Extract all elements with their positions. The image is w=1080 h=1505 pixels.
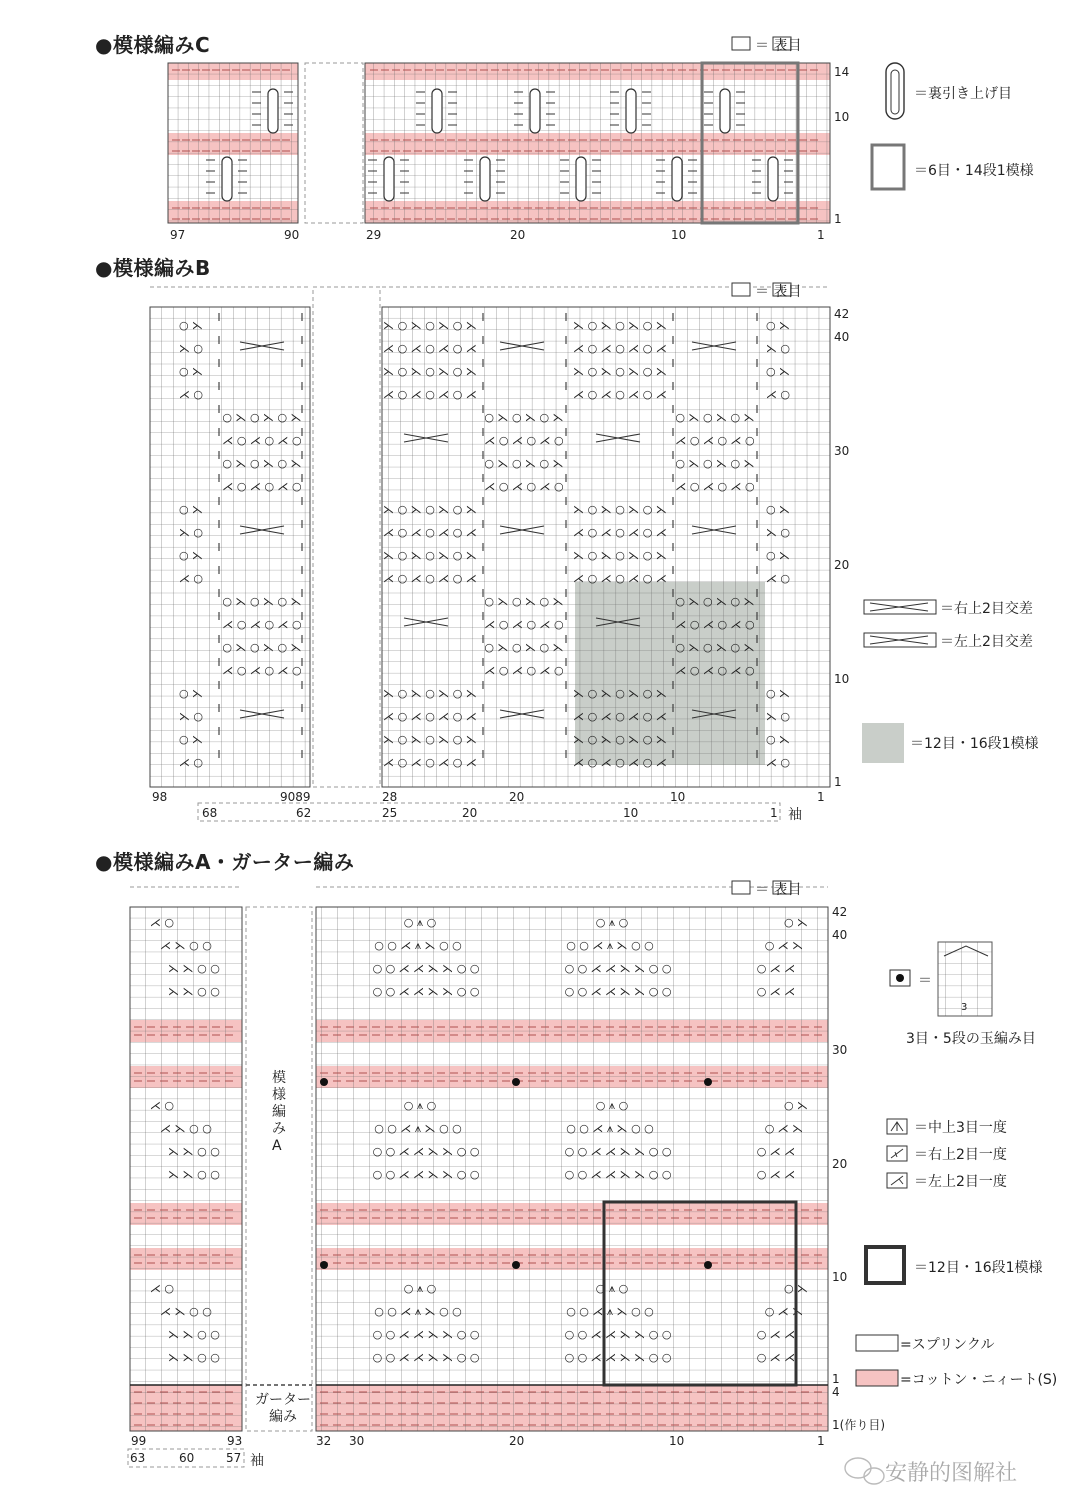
svg-text:⋌ ○: ⋌ ○ bbox=[149, 916, 175, 929]
svg-text:⋋ ○: ⋋ ○ bbox=[178, 710, 204, 723]
svg-text:⋌ ○ ⋌ ○ ⋌ ○ ⋌: ⋌ ○ ⋌ ○ ⋌ ○ ⋌ bbox=[383, 710, 477, 723]
section-a-col-label: 20 bbox=[509, 1434, 525, 1448]
svg-text:○ ⋋: ○ ⋋ bbox=[765, 503, 791, 516]
svg-text:○ ⋋: ○ ⋋ bbox=[783, 1099, 809, 1112]
section-a-row-label: 1 bbox=[832, 1372, 840, 1386]
section-a-sleeve-label: 袖 bbox=[250, 1453, 264, 1469]
svg-text:○ ⋌ ⋌: ○ ⋌ ⋌ bbox=[756, 1328, 796, 1341]
section-b-col-label: 20 bbox=[509, 790, 525, 804]
section-a-row-label: 30 bbox=[832, 1043, 848, 1057]
section-b-row-label: 10 bbox=[834, 672, 850, 686]
section-b-title: ●模様編みB bbox=[95, 256, 211, 280]
svg-text:○ ⋋: ○ ⋋ bbox=[178, 319, 204, 332]
svg-text:⋌ ○ ⋌ ○ ⋌ ○ ⋌: ⋌ ○ ⋌ ○ ⋌ ○ ⋌ bbox=[383, 756, 477, 769]
legend-right-dec: ＝右上2目一度 bbox=[914, 1147, 1007, 1163]
svg-text:⋌ ○: ⋌ ○ bbox=[765, 756, 791, 769]
svg-text:⋋ ○ ⋋ ○ ⋋ ○ ⋋: ⋋ ○ ⋋ ○ ⋋ ○ ⋋ bbox=[573, 365, 667, 378]
legend-cotton-neat: =コットン・ニィート(S) bbox=[900, 1372, 1058, 1388]
section-a-row-label: 20 bbox=[832, 1157, 848, 1171]
svg-text:○ ○ ⋌ ⋌ ⋋ ⋋ ○ ○: ○ ○ ⋌ ⋌ ⋋ ⋋ ○ ○ bbox=[564, 1145, 672, 1158]
svg-text:⋌ ○: ⋌ ○ bbox=[149, 1099, 175, 1112]
svg-text:⋋ ○ ⋋ ○ ⋋ ○ ⋋: ⋋ ○ ⋋ ○ ⋋ ○ ⋋ bbox=[573, 319, 667, 332]
legend-repeat-12x16-grey: ＝12目・16段1模様 bbox=[910, 736, 1039, 752]
svg-text:○ ⋋: ○ ⋋ bbox=[783, 1282, 809, 1295]
svg-text:⋋ ○ ⋋ ○ ⋋ ○ ⋋: ⋋ ○ ⋋ ○ ⋋ ○ ⋋ bbox=[383, 319, 477, 332]
svg-text:○ ○ ⋌ ⩚ ⋋ ○ ○: ○ ○ ⋌ ⩚ ⋋ ○ ○ bbox=[374, 1305, 462, 1318]
section-c-col-label: 20 bbox=[510, 228, 526, 242]
svg-text:⋌ ○ ⋌ ○ ⋌ ○: ⋌ ○ ⋌ ○ ⋌ ○ bbox=[222, 618, 302, 631]
svg-text:⋋ ○ ⋋ ○ ⋋ ○ ⋋: ⋋ ○ ⋋ ○ ⋋ ○ ⋋ bbox=[383, 733, 477, 746]
svg-text:○ ○ ⋌ ⩚ ⋋ ○ ○: ○ ○ ⋌ ⩚ ⋋ ○ ○ bbox=[566, 939, 654, 952]
svg-text:○ ⋌ ⋋: ○ ⋌ ⋋ bbox=[764, 1122, 804, 1135]
section-a-col-label: 32 bbox=[316, 1434, 332, 1448]
svg-text:○ ⋋: ○ ⋋ bbox=[765, 687, 791, 700]
svg-text:⋌ ⋋ ○ ○: ⋌ ⋋ ○ ○ bbox=[160, 1122, 212, 1135]
svg-text:⋌ ○ ⋌ ○ ⋌ ○: ⋌ ○ ⋌ ○ ⋌ ○ bbox=[675, 434, 755, 447]
svg-text:○ ⋋ ○ ⋋ ○ ⋋: ○ ⋋ ○ ⋋ ○ ⋋ bbox=[675, 457, 755, 470]
svg-text:⋌ ○ ⋌ ○ ⋌ ○: ⋌ ○ ⋌ ○ ⋌ ○ bbox=[675, 664, 755, 677]
svg-text:⋌ ○ ⋌ ○ ⋌ ○: ⋌ ○ ⋌ ○ ⋌ ○ bbox=[484, 480, 564, 493]
svg-text:○ ⋋: ○ ⋋ bbox=[765, 365, 791, 378]
bobble-caption: 3目・5段の玉編み目 bbox=[906, 1031, 1036, 1047]
svg-text:○ ⋌ ⋌: ○ ⋌ ⋌ bbox=[756, 1145, 796, 1158]
svg-text:○ ⋌ ⋌: ○ ⋌ ⋌ bbox=[756, 1168, 796, 1181]
svg-text:⋋ ○ ⋋ ○ ⋋ ○ ⋋: ⋋ ○ ⋋ ○ ⋋ ○ ⋋ bbox=[383, 549, 477, 562]
svg-text:⋌ ○: ⋌ ○ bbox=[178, 388, 204, 401]
svg-text:○ ○ ⋌ ⩚ ⋋ ○ ○: ○ ○ ⋌ ⩚ ⋋ ○ ○ bbox=[374, 1122, 462, 1135]
section-a-title: ●模様編みA・ガーター編み bbox=[95, 850, 355, 874]
svg-text:○ ○ ⋌ ⋌ ⋋ ⋋ ○ ○: ○ ○ ⋌ ⋌ ⋋ ⋋ ○ ○ bbox=[372, 985, 480, 998]
section-c-row-label: 14 bbox=[834, 65, 850, 79]
svg-text:○ ⩚ ○: ○ ⩚ ○ bbox=[403, 1282, 437, 1295]
svg-text:⋋ ⋋ ○ ○: ⋋ ⋋ ○ ○ bbox=[168, 962, 220, 975]
watermark-text: 安静的图解社 bbox=[885, 1461, 1018, 1486]
section-b-row-label: 42 bbox=[834, 307, 850, 321]
section-c-col-label: 1 bbox=[817, 228, 825, 242]
svg-text:⋌ ○ ⋌ ○ ⋌ ○ ⋌: ⋌ ○ ⋌ ○ ⋌ ○ ⋌ bbox=[383, 526, 477, 539]
svg-text:○ ⋋ ○ ⋋ ○ ⋋: ○ ⋋ ○ ⋋ ○ ⋋ bbox=[222, 641, 302, 654]
svg-text:⋌ ⋋ ○ ○: ⋌ ⋋ ○ ○ bbox=[160, 1305, 212, 1318]
svg-text:○ ○ ⋌ ⋌ ⋋ ⋋ ○ ○: ○ ○ ⋌ ⋌ ⋋ ⋋ ○ ○ bbox=[372, 1145, 480, 1158]
svg-text:⋋ ○: ⋋ ○ bbox=[178, 526, 204, 539]
svg-text:○ ⋋ ○ ⋋ ○ ⋋: ○ ⋋ ○ ⋋ ○ ⋋ bbox=[675, 595, 755, 608]
svg-text:⋋ ○ ⋋ ○ ⋋ ○ ⋋: ⋋ ○ ⋋ ○ ⋋ ○ ⋋ bbox=[383, 503, 477, 516]
svg-text:○ ⋋: ○ ⋋ bbox=[178, 365, 204, 378]
svg-text:○ ○ ⋌ ⋌ ⋋ ⋋ ○ ○: ○ ○ ⋌ ⋌ ⋋ ⋋ ○ ○ bbox=[372, 1351, 480, 1364]
svg-text:○ ⋋ ○ ⋋ ○ ⋋: ○ ⋋ ○ ⋋ ○ ⋋ bbox=[484, 457, 564, 470]
svg-text:○ ⋋: ○ ⋋ bbox=[178, 549, 204, 562]
section-b-col-label: 1 bbox=[817, 790, 825, 804]
svg-text:○ ⋋ ○ ⋋ ○ ⋋: ○ ⋋ ○ ⋋ ○ ⋋ bbox=[484, 595, 564, 608]
svg-text:⋌ ○ ⋌ ○ ⋌ ○ ⋌: ⋌ ○ ⋌ ○ ⋌ ○ ⋌ bbox=[573, 756, 667, 769]
svg-text:○ ○ ⋌ ⩚ ⋋ ○ ○: ○ ○ ⋌ ⩚ ⋋ ○ ○ bbox=[566, 1305, 654, 1318]
svg-text:⋌ ○ ⋌ ○ ⋌ ○: ⋌ ○ ⋌ ○ ⋌ ○ bbox=[222, 664, 302, 677]
svg-text:○ ⋋ ○ ⋋ ○ ⋋: ○ ⋋ ○ ⋋ ○ ⋋ bbox=[222, 595, 302, 608]
svg-text:○ ⋋: ○ ⋋ bbox=[765, 549, 791, 562]
chart-a bbox=[128, 881, 995, 1467]
watermark-icon bbox=[845, 1458, 884, 1484]
middle-label-pattern-a: 模様編みA bbox=[272, 1070, 286, 1154]
svg-text:⋌ ○ ⋌ ○ ⋌ ○ ⋌: ⋌ ○ ⋌ ○ ⋌ ○ ⋌ bbox=[383, 572, 477, 585]
svg-text:⋌ ○ ⋌ ○ ⋌ ○ ⋌: ⋌ ○ ⋌ ○ ⋌ ○ ⋌ bbox=[573, 526, 667, 539]
svg-text:○ ⋌ ⋌: ○ ⋌ ⋌ bbox=[756, 1351, 796, 1364]
chart-b bbox=[150, 283, 936, 821]
svg-text:○ ○ ⋌ ⋌ ⋋ ⋋ ○ ○: ○ ○ ⋌ ⋌ ⋋ ⋋ ○ ○ bbox=[372, 1328, 480, 1341]
svg-text:⋌ ○ ⋌ ○ ⋌ ○: ⋌ ○ ⋌ ○ ⋌ ○ bbox=[484, 434, 564, 447]
section-c-title: ●模様編みC bbox=[95, 33, 211, 57]
svg-text:○ ○ ⋌ ⋌ ⋋ ⋋ ○ ○: ○ ○ ⋌ ⋌ ⋋ ⋋ ○ ○ bbox=[372, 1168, 480, 1181]
svg-text:⋌ ○: ⋌ ○ bbox=[178, 572, 204, 585]
section-b-sub-label: 1 bbox=[770, 806, 778, 820]
chart-c bbox=[168, 37, 904, 223]
section-b-col-label: 98 bbox=[152, 790, 168, 804]
section-b-col-label: 28 bbox=[382, 790, 398, 804]
svg-text:⋌ ○ ⋌ ○ ⋌ ○: ⋌ ○ ⋌ ○ ⋌ ○ bbox=[675, 480, 755, 493]
svg-text:⋌ ○: ⋌ ○ bbox=[765, 388, 791, 401]
bobble-diagram-mark: 3 bbox=[961, 1002, 968, 1013]
section-a-row-label: 4 bbox=[832, 1385, 840, 1399]
svg-text:○ ⋋: ○ ⋋ bbox=[178, 687, 204, 700]
legend-slip-stitch: ＝裏引き上げ目 bbox=[914, 86, 1012, 102]
svg-text:⋌ ○ ⋌ ○ ⋌ ○ ⋌: ⋌ ○ ⋌ ○ ⋌ ○ ⋌ bbox=[573, 388, 667, 401]
section-a-sub-label: 57 bbox=[226, 1451, 242, 1465]
svg-text:○ ○ ⋌ ⩚ ⋋ ○ ○: ○ ○ ⋌ ⩚ ⋋ ○ ○ bbox=[374, 939, 462, 952]
svg-text:⋋ ○ ⋋ ○ ⋋ ○ ⋋: ⋋ ○ ⋋ ○ ⋋ ○ ⋋ bbox=[573, 687, 667, 700]
svg-text:⋌ ○ ⋌ ○ ⋌ ○ ⋌: ⋌ ○ ⋌ ○ ⋌ ○ ⋌ bbox=[573, 342, 667, 355]
svg-text:○ ⋋: ○ ⋋ bbox=[178, 503, 204, 516]
svg-text:⋋ ○: ⋋ ○ bbox=[765, 710, 791, 723]
section-b-sub-label: 10 bbox=[623, 806, 639, 820]
svg-text:⋋ ○ ⋋ ○ ⋋ ○ ⋋: ⋋ ○ ⋋ ○ ⋋ ○ ⋋ bbox=[383, 687, 477, 700]
legend-left-cross: ＝左上2目交差 bbox=[940, 634, 1033, 650]
svg-text:○ ⋋: ○ ⋋ bbox=[765, 733, 791, 746]
svg-text:⋌ ○ ⋌ ○ ⋌ ○: ⋌ ○ ⋌ ○ ⋌ ○ bbox=[222, 434, 302, 447]
svg-text:⋋ ⋋ ○ ○: ⋋ ⋋ ○ ○ bbox=[168, 985, 220, 998]
svg-text:○ ⩚ ○: ○ ⩚ ○ bbox=[403, 1099, 437, 1112]
section-b-sub-label: 25 bbox=[382, 806, 398, 820]
section-b-row-label: 40 bbox=[834, 330, 850, 344]
section-a-row-label: 40 bbox=[832, 928, 848, 942]
section-c-col-label: 29 bbox=[366, 228, 382, 242]
svg-text:⋋ ○ ⋋ ○ ⋋ ○ ⋋: ⋋ ○ ⋋ ○ ⋋ ○ ⋋ bbox=[573, 549, 667, 562]
section-c-col-label: 90 bbox=[284, 228, 300, 242]
section-c-key-label: ＝ 表目 bbox=[755, 38, 802, 54]
section-c-col-label: 97 bbox=[170, 228, 186, 242]
svg-text:⋌ ○ ⋌ ○ ⋌ ○: ⋌ ○ ⋌ ○ ⋌ ○ bbox=[484, 664, 564, 677]
section-c-row-label: 10 bbox=[834, 110, 850, 124]
svg-text:⋋ ⋋ ○ ○: ⋋ ⋋ ○ ○ bbox=[168, 1168, 220, 1181]
svg-text:○ ○ ⋌ ⋌ ⋋ ⋋ ○ ○: ○ ○ ⋌ ⋌ ⋋ ⋋ ○ ○ bbox=[564, 1351, 672, 1364]
legend-left-dec: ＝左上2目一度 bbox=[914, 1174, 1007, 1190]
svg-text:⋌ ○: ⋌ ○ bbox=[149, 1282, 175, 1295]
svg-text:⋌ ○ ⋌ ○ ⋌ ○ ⋌: ⋌ ○ ⋌ ○ ⋌ ○ ⋌ bbox=[383, 388, 477, 401]
svg-text:⋋ ○: ⋋ ○ bbox=[765, 342, 791, 355]
section-a-key-label: ＝ 表目 bbox=[755, 882, 802, 898]
svg-text:○ ○ ⋌ ⋌ ⋋ ⋋ ○ ○: ○ ○ ⋌ ⋌ ⋋ ⋋ ○ ○ bbox=[564, 985, 672, 998]
section-a-col-label: 30 bbox=[349, 1434, 365, 1448]
legend-repeat-6x14: ＝6目・14段1模様 bbox=[914, 163, 1034, 179]
svg-text:⋌ ○ ⋌ ○ ⋌ ○: ⋌ ○ ⋌ ○ ⋌ ○ bbox=[484, 618, 564, 631]
section-a-row-label: 1(作り目) bbox=[832, 1418, 885, 1432]
section-a-col-label: 93 bbox=[227, 1434, 243, 1448]
svg-text:⋌ ○ ⋌ ○ ⋌ ○ ⋌: ⋌ ○ ⋌ ○ ⋌ ○ ⋌ bbox=[573, 710, 667, 723]
legend-sprinkle: =スプリンクル bbox=[900, 1337, 995, 1353]
section-b-row-label: 1 bbox=[834, 775, 842, 789]
svg-text:⋌ ○ ⋌ ○ ⋌ ○ ⋌: ⋌ ○ ⋌ ○ ⋌ ○ ⋌ bbox=[383, 342, 477, 355]
section-b-sub-label: 62 bbox=[296, 806, 312, 820]
section-a-col-label: 99 bbox=[131, 1434, 147, 1448]
section-b-key-label: ＝ 表目 bbox=[755, 284, 802, 300]
svg-text:⋋ ⋋ ○ ○: ⋋ ⋋ ○ ○ bbox=[168, 1145, 220, 1158]
section-a-col-label: 1 bbox=[817, 1434, 825, 1448]
svg-text:⋋ ○: ⋋ ○ bbox=[765, 526, 791, 539]
svg-text:○ ○ ⋌ ⩚ ⋋ ○ ○: ○ ○ ⋌ ⩚ ⋋ ○ ○ bbox=[566, 1122, 654, 1135]
legend-center-dec: ＝中上3目一度 bbox=[914, 1120, 1007, 1136]
section-b-row-label: 30 bbox=[834, 444, 850, 458]
svg-text:○ ⩚ ○: ○ ⩚ ○ bbox=[595, 916, 629, 929]
svg-text:⋋ ⋋ ○ ○: ⋋ ⋋ ○ ○ bbox=[168, 1351, 220, 1364]
svg-text:○ ⋋ ○ ⋋ ○ ⋋: ○ ⋋ ○ ⋋ ○ ⋋ bbox=[675, 411, 755, 424]
svg-text:○ ⩚ ○: ○ ⩚ ○ bbox=[595, 1099, 629, 1112]
section-a-col-label: 10 bbox=[669, 1434, 685, 1448]
svg-text:⋌ ○ ⋌ ○ ⋌ ○: ⋌ ○ ⋌ ○ ⋌ ○ bbox=[222, 480, 302, 493]
section-a-sub-label: 63 bbox=[130, 1451, 146, 1465]
section-b-row-label: 20 bbox=[834, 558, 850, 572]
section-b-sleeve-label: 袖 bbox=[788, 807, 802, 823]
svg-text:○ ⋋ ○ ⋋ ○ ⋋: ○ ⋋ ○ ⋋ ○ ⋋ bbox=[484, 641, 564, 654]
svg-text:⋌ ○ ⋌ ○ ⋌ ○ ⋌: ⋌ ○ ⋌ ○ ⋌ ○ ⋌ bbox=[573, 572, 667, 585]
section-c-row-label: 1 bbox=[834, 212, 842, 226]
svg-text:○ ⋋ ○ ⋋ ○ ⋋: ○ ⋋ ○ ⋋ ○ ⋋ bbox=[675, 641, 755, 654]
svg-text:⋋ ○ ⋋ ○ ⋋ ○ ⋋: ⋋ ○ ⋋ ○ ⋋ ○ ⋋ bbox=[573, 733, 667, 746]
svg-text:⋌ ○: ⋌ ○ bbox=[178, 756, 204, 769]
svg-text:○ ⋋ ○ ⋋ ○ ⋋: ○ ⋋ ○ ⋋ ○ ⋋ bbox=[222, 411, 302, 424]
svg-text:⋋ ⋋ ○ ○: ⋋ ⋋ ○ ○ bbox=[168, 1328, 220, 1341]
svg-text:○ ⋋: ○ ⋋ bbox=[765, 319, 791, 332]
section-c-col-label: 10 bbox=[671, 228, 687, 242]
svg-text:○ ⩚ ○: ○ ⩚ ○ bbox=[595, 1282, 629, 1295]
section-a-row-label: 10 bbox=[832, 1270, 848, 1284]
svg-text:⋌ ○ ⋌ ○ ⋌ ○: ⋌ ○ ⋌ ○ ⋌ ○ bbox=[675, 618, 755, 631]
middle-label-garter: ガーター編み bbox=[255, 1392, 311, 1425]
section-b-sub-label: 68 bbox=[202, 806, 218, 820]
legend-right-cross: ＝右上2目交差 bbox=[940, 601, 1033, 617]
svg-text:⋌ ○: ⋌ ○ bbox=[765, 572, 791, 585]
svg-text:⋋ ○ ⋋ ○ ⋋ ○ ⋋: ⋋ ○ ⋋ ○ ⋋ ○ ⋋ bbox=[383, 365, 477, 378]
svg-text:○ ⋋ ○ ⋋ ○ ⋋: ○ ⋋ ○ ⋋ ○ ⋋ bbox=[222, 457, 302, 470]
section-b-col-label: 9089 bbox=[280, 790, 311, 804]
svg-text:⋌ ⋋ ○ ○: ⋌ ⋋ ○ ○ bbox=[160, 939, 212, 952]
svg-text:○ ⋋: ○ ⋋ bbox=[783, 916, 809, 929]
svg-text:○ ⋌ ⋋: ○ ⋌ ⋋ bbox=[764, 939, 804, 952]
legend-repeat-12x16: ＝12目・16段1模様 bbox=[914, 1260, 1043, 1276]
svg-text:⋋ ○ ⋋ ○ ⋋ ○ ⋋: ⋋ ○ ⋋ ○ ⋋ ○ ⋋ bbox=[573, 503, 667, 516]
svg-text:○ ⩚ ○: ○ ⩚ ○ bbox=[403, 916, 437, 929]
section-a-sub-label: 60 bbox=[179, 1451, 195, 1465]
svg-text:○ ○ ⋌ ⋌ ⋋ ⋋ ○ ○: ○ ○ ⋌ ⋌ ⋋ ⋋ ○ ○ bbox=[564, 962, 672, 975]
svg-text:○ ⋋: ○ ⋋ bbox=[178, 733, 204, 746]
svg-text:○ ⋌ ⋋: ○ ⋌ ⋋ bbox=[764, 1305, 804, 1318]
svg-text:○ ⋌ ⋌: ○ ⋌ ⋌ bbox=[756, 962, 796, 975]
section-a-row-label: 42 bbox=[832, 905, 848, 919]
section-b-sub-label: 20 bbox=[462, 806, 478, 820]
section-b-col-label: 10 bbox=[670, 790, 686, 804]
svg-text:○ ⋌ ⋌: ○ ⋌ ⋌ bbox=[756, 985, 796, 998]
svg-text:○ ○ ⋌ ⋌ ⋋ ⋋ ○ ○: ○ ○ ⋌ ⋌ ⋋ ⋋ ○ ○ bbox=[564, 1328, 672, 1341]
svg-text:○ ○ ⋌ ⋌ ⋋ ⋋ ○ ○: ○ ○ ⋌ ⋌ ⋋ ⋋ ○ ○ bbox=[564, 1168, 672, 1181]
svg-text:⋋ ○: ⋋ ○ bbox=[178, 342, 204, 355]
bobble-equals: ＝ bbox=[918, 973, 932, 989]
svg-text:○ ⋋ ○ ⋋ ○ ⋋: ○ ⋋ ○ ⋋ ○ ⋋ bbox=[484, 411, 564, 424]
svg-text:○ ○ ⋌ ⋌ ⋋ ⋋ ○ ○: ○ ○ ⋌ ⋌ ⋋ ⋋ ○ ○ bbox=[372, 962, 480, 975]
